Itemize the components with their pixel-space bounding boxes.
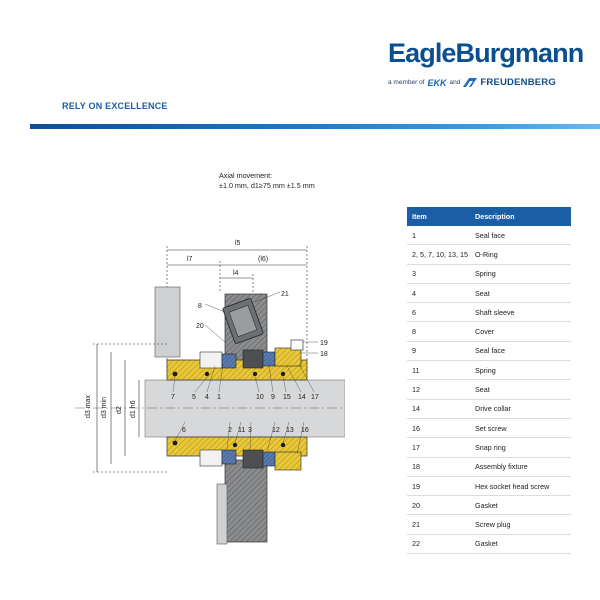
ekk-logo: EKK [427,77,447,88]
item-number: 3 [407,264,470,283]
callout-label: 4 [205,394,209,401]
callout-label: 9 [271,394,275,401]
callout-label: 17 [311,394,319,401]
item-description: Spring [470,264,571,283]
eagleburgmann-logo [388,38,588,88]
table-row [407,303,571,322]
item-description: Hex socket head screw [470,476,571,495]
member-prefix: a member of [388,79,425,86]
table-row [407,264,571,283]
callout-label: 10 [256,394,264,401]
table-row [407,476,571,495]
table-row [407,283,571,302]
parts-table [407,207,571,554]
parts-table-header [407,207,571,226]
table-row [407,399,571,418]
table-row [407,418,571,437]
item-description: Drive collar [470,399,571,418]
callout-label: 19 [320,340,328,347]
item-number: 11 [407,361,470,380]
axial-movement-values: ±1.0 mm, d1≥75 mm ±1.5 mm [219,181,315,190]
item-description: Screw plug [470,515,571,534]
callout-label: 2 [228,427,232,434]
item-number: 12 [407,380,470,399]
item-description: Cover [470,322,571,341]
freudenberg-mark-icon [463,78,477,87]
table-row [407,226,571,245]
header-gradient-band [30,124,600,129]
dim-l5: l5 [235,240,241,247]
item-description: Assembly fixture [470,457,571,476]
item-number: 4 [407,283,470,302]
seal-cross-section-drawing [75,232,345,557]
item-description: Seat [470,283,571,302]
dim-d3-max: d3 max [85,395,92,418]
item-number: 2, 5, 7, 10, 13, 15 [407,245,470,264]
item-description: Spring [470,361,571,380]
item-description: Seal face [470,226,571,245]
item-description: O-Ring [470,245,571,264]
callout-label: 12 [272,427,280,434]
item-description: Gasket [470,534,571,553]
item-number: 21 [407,515,470,534]
item-description: Seal face [470,341,571,360]
item-description: Seat [470,380,571,399]
table-row [407,380,571,399]
header-item: Item [407,207,470,226]
axial-movement-title: Axial movement: [219,171,273,180]
item-number: 8 [407,322,470,341]
item-number: 16 [407,418,470,437]
dim-l4: l4 [233,270,239,277]
callout-label: 14 [298,394,306,401]
callout-label: 18 [320,351,328,358]
item-number: 14 [407,399,470,418]
item-number: 1 [407,226,470,245]
item-number: 6 [407,303,470,322]
member-and: and [449,79,461,86]
dim-l7: l7 [187,256,193,263]
callout-label: 15 [283,394,291,401]
dim-d1-h6: d1 h6 [130,400,137,418]
callout-label: 20 [196,323,204,330]
item-number: 18 [407,457,470,476]
header-description: Description [470,207,571,226]
freudenberg-name: FREUDENBERG [480,77,556,88]
callout-label: 5 [192,394,196,401]
callout-label: 16 [301,427,309,434]
callout-label: 6 [182,427,186,434]
table-row [407,341,571,360]
table-row [407,361,571,380]
callout-label: 7 [171,394,175,401]
table-row [407,245,571,264]
item-description: Set screw [470,418,571,437]
callout-label: 3 [248,427,252,434]
table-row [407,438,571,457]
brand-name: EagleBurgmann [388,38,584,68]
item-number: 17 [407,438,470,457]
callout-label: 13 [286,427,294,434]
table-row [407,457,571,476]
membership-line [388,77,578,88]
table-row [407,322,571,341]
item-number: 19 [407,476,470,495]
item-number: 22 [407,534,470,553]
dim-d3-min: d3 min [101,396,108,418]
item-number: 9 [407,341,470,360]
item-number: 20 [407,496,470,515]
callout-label: 8 [198,303,202,310]
item-description: Gasket [470,496,571,515]
item-description: Snap ring [470,438,571,457]
table-row [407,496,571,515]
dim-l6: (l6) [258,256,269,263]
dim-d2: d2 [116,406,123,414]
axial-movement-note [219,171,315,191]
callout-label: 11 [238,427,246,434]
tagline: RELY ON EXCELLENCE [62,101,168,111]
item-description: Shaft sleeve [470,303,571,322]
table-row [407,515,571,534]
table-row [407,534,571,553]
callout-label: 1 [217,394,221,401]
callout-label: 21 [281,291,289,298]
